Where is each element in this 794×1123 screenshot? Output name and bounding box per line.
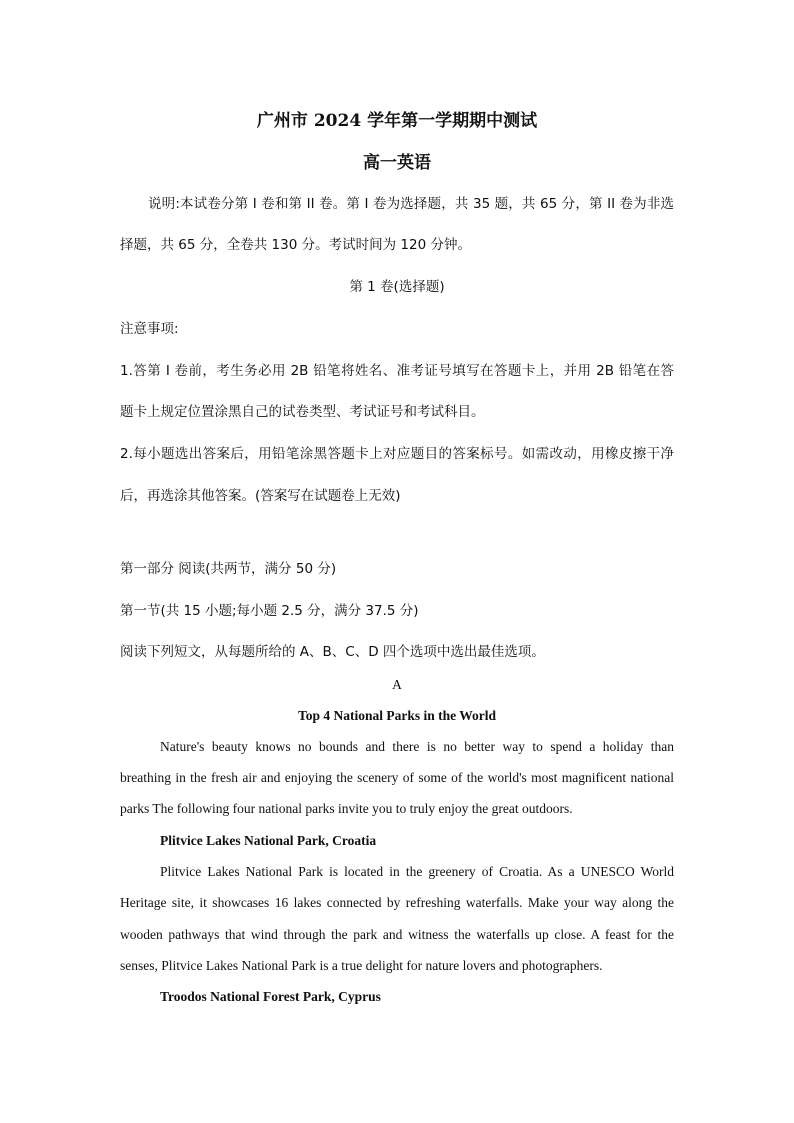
- park-1-line-1: Plitvice Lakes National Park is located in the greenery of Croatia. As a UNESCO World: [160, 864, 674, 879]
- park-1-line-2: Heritage site, it showcases 16 lakes connected by refreshing waterfalls. Make your way along the: [120, 895, 674, 910]
- passage-title: Top 4 National Parks in the World: [297, 708, 497, 723]
- exam-title: 广州市 2024 学年第一学期期中测试: [256, 111, 538, 131]
- instructions-line-2: 择题，共 65 分，全卷共 130 分。考试时间为 120 分钟。: [120, 237, 471, 253]
- intro-line-1: Nature's beauty knows no bounds and there is no better way to spend a holiday than: [160, 739, 674, 754]
- directions-text: 阅读下列短文，从每题所给的 A、B、C、D 四个选项中选出最佳选项。: [120, 644, 545, 660]
- instructions-line-1: 说明:本试卷分第 I 卷和第 II 卷。第 I 卷为选择题，共 35 题，共 65 分，第 II 卷为非选: [148, 196, 674, 212]
- part1-heading: 第一部分 阅读(共两节，满分 50 分): [120, 561, 337, 577]
- subject-title: 高一英语: [363, 153, 431, 173]
- park-1-heading: Plitvice Lakes National Park, Croatia: [160, 833, 377, 848]
- passage-label: A: [392, 677, 402, 692]
- park-1-line-4: senses, Plitvice Lakes National Park is a true delight for nature lovers and photographers.: [120, 958, 603, 973]
- note-1-line-2: 题卡上规定位置涂黑自己的试卷类型、考试证号和考试科目。: [120, 404, 485, 420]
- note-2-line-1: 2.每小题选出答案后，用铅笔涂黑答题卡上对应题目的答案标号。如需改动，用橡皮擦干净: [120, 446, 674, 462]
- note-2-line-2: 后，再选涂其他答案。(答案写在试题卷上无效): [120, 488, 401, 504]
- intro-line-2: breathing in the fresh air and enjoying the scenery of some of the world's most magnificent national: [120, 770, 674, 785]
- park-2-heading: Troodos National Forest Park, Cyprus: [160, 989, 381, 1004]
- notes-heading: 注意事项:: [120, 321, 179, 337]
- volume-title: 第 1 卷(选择题): [349, 279, 445, 295]
- note-1-line-1: 1.答第 I 卷前，考生务必用 2B 铅笔将姓名、准考证号填写在答题卡上，并用 2B 铅笔在答: [120, 363, 674, 379]
- park-1-line-3: wooden pathways that wind through the park and witness the waterfalls up close. A feast for the: [120, 927, 674, 942]
- intro-line-3: parks The following four national parks invite you to truly enjoy the great outdoors.: [120, 801, 573, 816]
- section1-heading: 第一节(共 15 小题;每小题 2.5 分，满分 37.5 分): [120, 603, 419, 619]
